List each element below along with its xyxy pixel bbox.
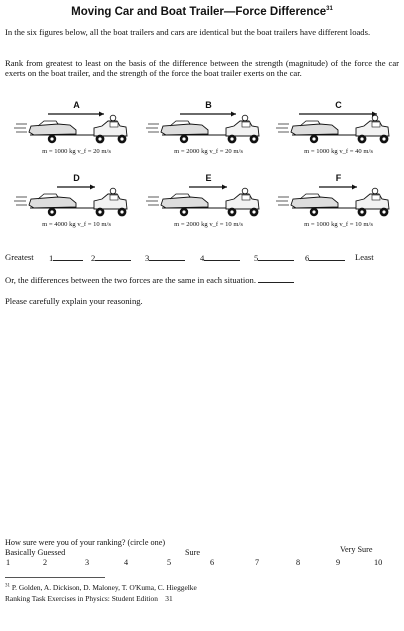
ranking-row — [5, 252, 399, 264]
confidence-scale — [0, 558, 404, 570]
figure-caption: m = 1000 kg v_f = 20 m/s — [42, 148, 111, 155]
rank-number: 4 — [200, 253, 205, 263]
confidence-option-9[interactable]: 9 — [336, 558, 341, 567]
confidence-option-6[interactable]: 6 — [210, 558, 215, 567]
confidence-low-label: Basically Guessed — [5, 548, 66, 557]
figure-b — [146, 100, 271, 160]
car-trailer-illustration — [276, 110, 401, 148]
book-title: Ranking Task Exercises in Physics: Student Edition — [5, 594, 158, 603]
figure-label: A — [73, 100, 80, 110]
rank-slot-6[interactable] — [305, 252, 345, 263]
confidence-mid-label: Sure — [185, 548, 201, 557]
velocity-arrow — [189, 185, 227, 190]
car — [226, 188, 259, 216]
boat-trailer — [29, 121, 98, 143]
figure-f — [276, 173, 401, 233]
confidence-option-5[interactable]: 5 — [167, 558, 172, 567]
rank-number: 3 — [145, 253, 150, 263]
reasoning-area[interactable] — [5, 312, 399, 534]
title-text: Moving Car and Boat Trailer—Force Difference — [71, 6, 327, 18]
velocity-arrow — [299, 112, 377, 117]
confidence-question: How sure were you of your ranking? (circle one) — [5, 538, 166, 547]
velocity-arrow — [180, 112, 236, 117]
figure-a — [14, 100, 139, 160]
explain-prompt: Please carefully explain your reasoning. — [5, 296, 143, 306]
motion-lines — [14, 124, 27, 132]
figure-label: C — [335, 100, 342, 110]
car-trailer-illustration — [146, 183, 271, 221]
car — [356, 188, 389, 216]
rank-slot-1[interactable] — [49, 252, 83, 263]
confidence-high-label: Very Sure — [340, 545, 373, 554]
figure-caption: m = 1000 kg v_f = 40 m/s — [304, 148, 373, 155]
figure-c — [276, 100, 401, 160]
car — [356, 115, 389, 143]
motion-lines — [146, 124, 159, 132]
motion-lines — [14, 197, 27, 205]
figure-caption: m = 4000 kg v_f = 10 m/s — [42, 221, 111, 228]
greatest-label: Greatest — [5, 252, 34, 262]
rank-slot-5[interactable] — [254, 252, 294, 263]
car — [94, 188, 127, 216]
instructions-paragraph: Rank from greatest to least on the basis of the difference between the strength (magnitude) of the force the car exerts on the boat trailer, and the strength of the force the boat trailer exerts on the car. — [5, 58, 399, 79]
figure-label: D — [73, 173, 80, 183]
car-trailer-illustration — [14, 183, 139, 221]
same-situation-row — [5, 274, 294, 285]
boat-trailer — [29, 194, 98, 216]
velocity-arrow — [319, 185, 357, 190]
rank-slot-4[interactable] — [200, 252, 240, 263]
rank-blank[interactable] — [309, 252, 345, 261]
boat-trailer — [291, 194, 360, 216]
least-label: Least — [355, 252, 374, 262]
confidence-option-8[interactable]: 8 — [296, 558, 301, 567]
confidence-option-10[interactable]: 10 — [374, 558, 383, 567]
rank-blank[interactable] — [204, 252, 240, 261]
figure-label: B — [205, 100, 212, 110]
same-situation-blank[interactable] — [258, 274, 294, 283]
confidence-option-1[interactable]: 1 — [6, 558, 11, 567]
figure-label: E — [205, 173, 212, 183]
rank-blank[interactable] — [149, 252, 185, 261]
confidence-option-2[interactable]: 2 — [43, 558, 48, 567]
car-trailer-illustration — [14, 110, 139, 148]
figure-label: F — [335, 173, 342, 183]
car — [226, 115, 259, 143]
rank-slot-3[interactable] — [145, 252, 185, 263]
confidence-option-3[interactable]: 3 — [85, 558, 90, 567]
boat-trailer — [161, 194, 230, 216]
figure-d — [14, 173, 139, 233]
footnote-authors — [5, 583, 197, 592]
figure-e — [146, 173, 271, 233]
figure-caption: m = 1000 kg v_f = 10 m/s — [304, 221, 373, 228]
motion-lines — [146, 197, 159, 205]
rank-slot-2[interactable] — [91, 252, 131, 263]
car-trailer-illustration — [146, 110, 271, 148]
title-footnote-ref: 31 — [326, 6, 333, 13]
confidence-option-7[interactable]: 7 — [255, 558, 260, 567]
rank-blank[interactable] — [95, 252, 131, 261]
rank-blank[interactable] — [53, 252, 83, 261]
confidence-option-4[interactable]: 4 — [124, 558, 129, 567]
footnote-number: 31 — [5, 583, 10, 589]
footnote-divider — [5, 577, 105, 578]
page-title — [0, 6, 404, 18]
figure-caption: m = 2000 kg v_f = 10 m/s — [174, 221, 243, 228]
intro-paragraph: In the six figures below, all the boat trailers and cars are identical but the boat trailers have different loads. — [5, 27, 371, 37]
velocity-arrow — [48, 112, 104, 117]
boat-trailer — [291, 121, 360, 143]
car — [94, 115, 127, 143]
rank-number: 1 — [49, 253, 54, 263]
authors-text: P. Golden, A. Dickison, D. Maloney, T. O'Kuma, C. Hieggelke — [11, 583, 197, 592]
velocity-arrow — [57, 185, 95, 190]
rank-blank[interactable] — [258, 252, 294, 261]
rank-number: 6 — [305, 253, 310, 263]
car-trailer-illustration — [276, 183, 401, 221]
motion-lines — [276, 124, 289, 132]
boat-trailer — [161, 121, 230, 143]
page-number: 31 — [165, 594, 173, 603]
rank-number: 5 — [254, 253, 259, 263]
same-situation-text: Or, the differences between the two forces are the same in each situation. — [5, 275, 256, 285]
figure-caption: m = 2000 kg v_f = 20 m/s — [174, 148, 243, 155]
motion-lines — [276, 197, 289, 205]
footnote-book — [5, 594, 173, 603]
rank-number: 2 — [91, 253, 96, 263]
